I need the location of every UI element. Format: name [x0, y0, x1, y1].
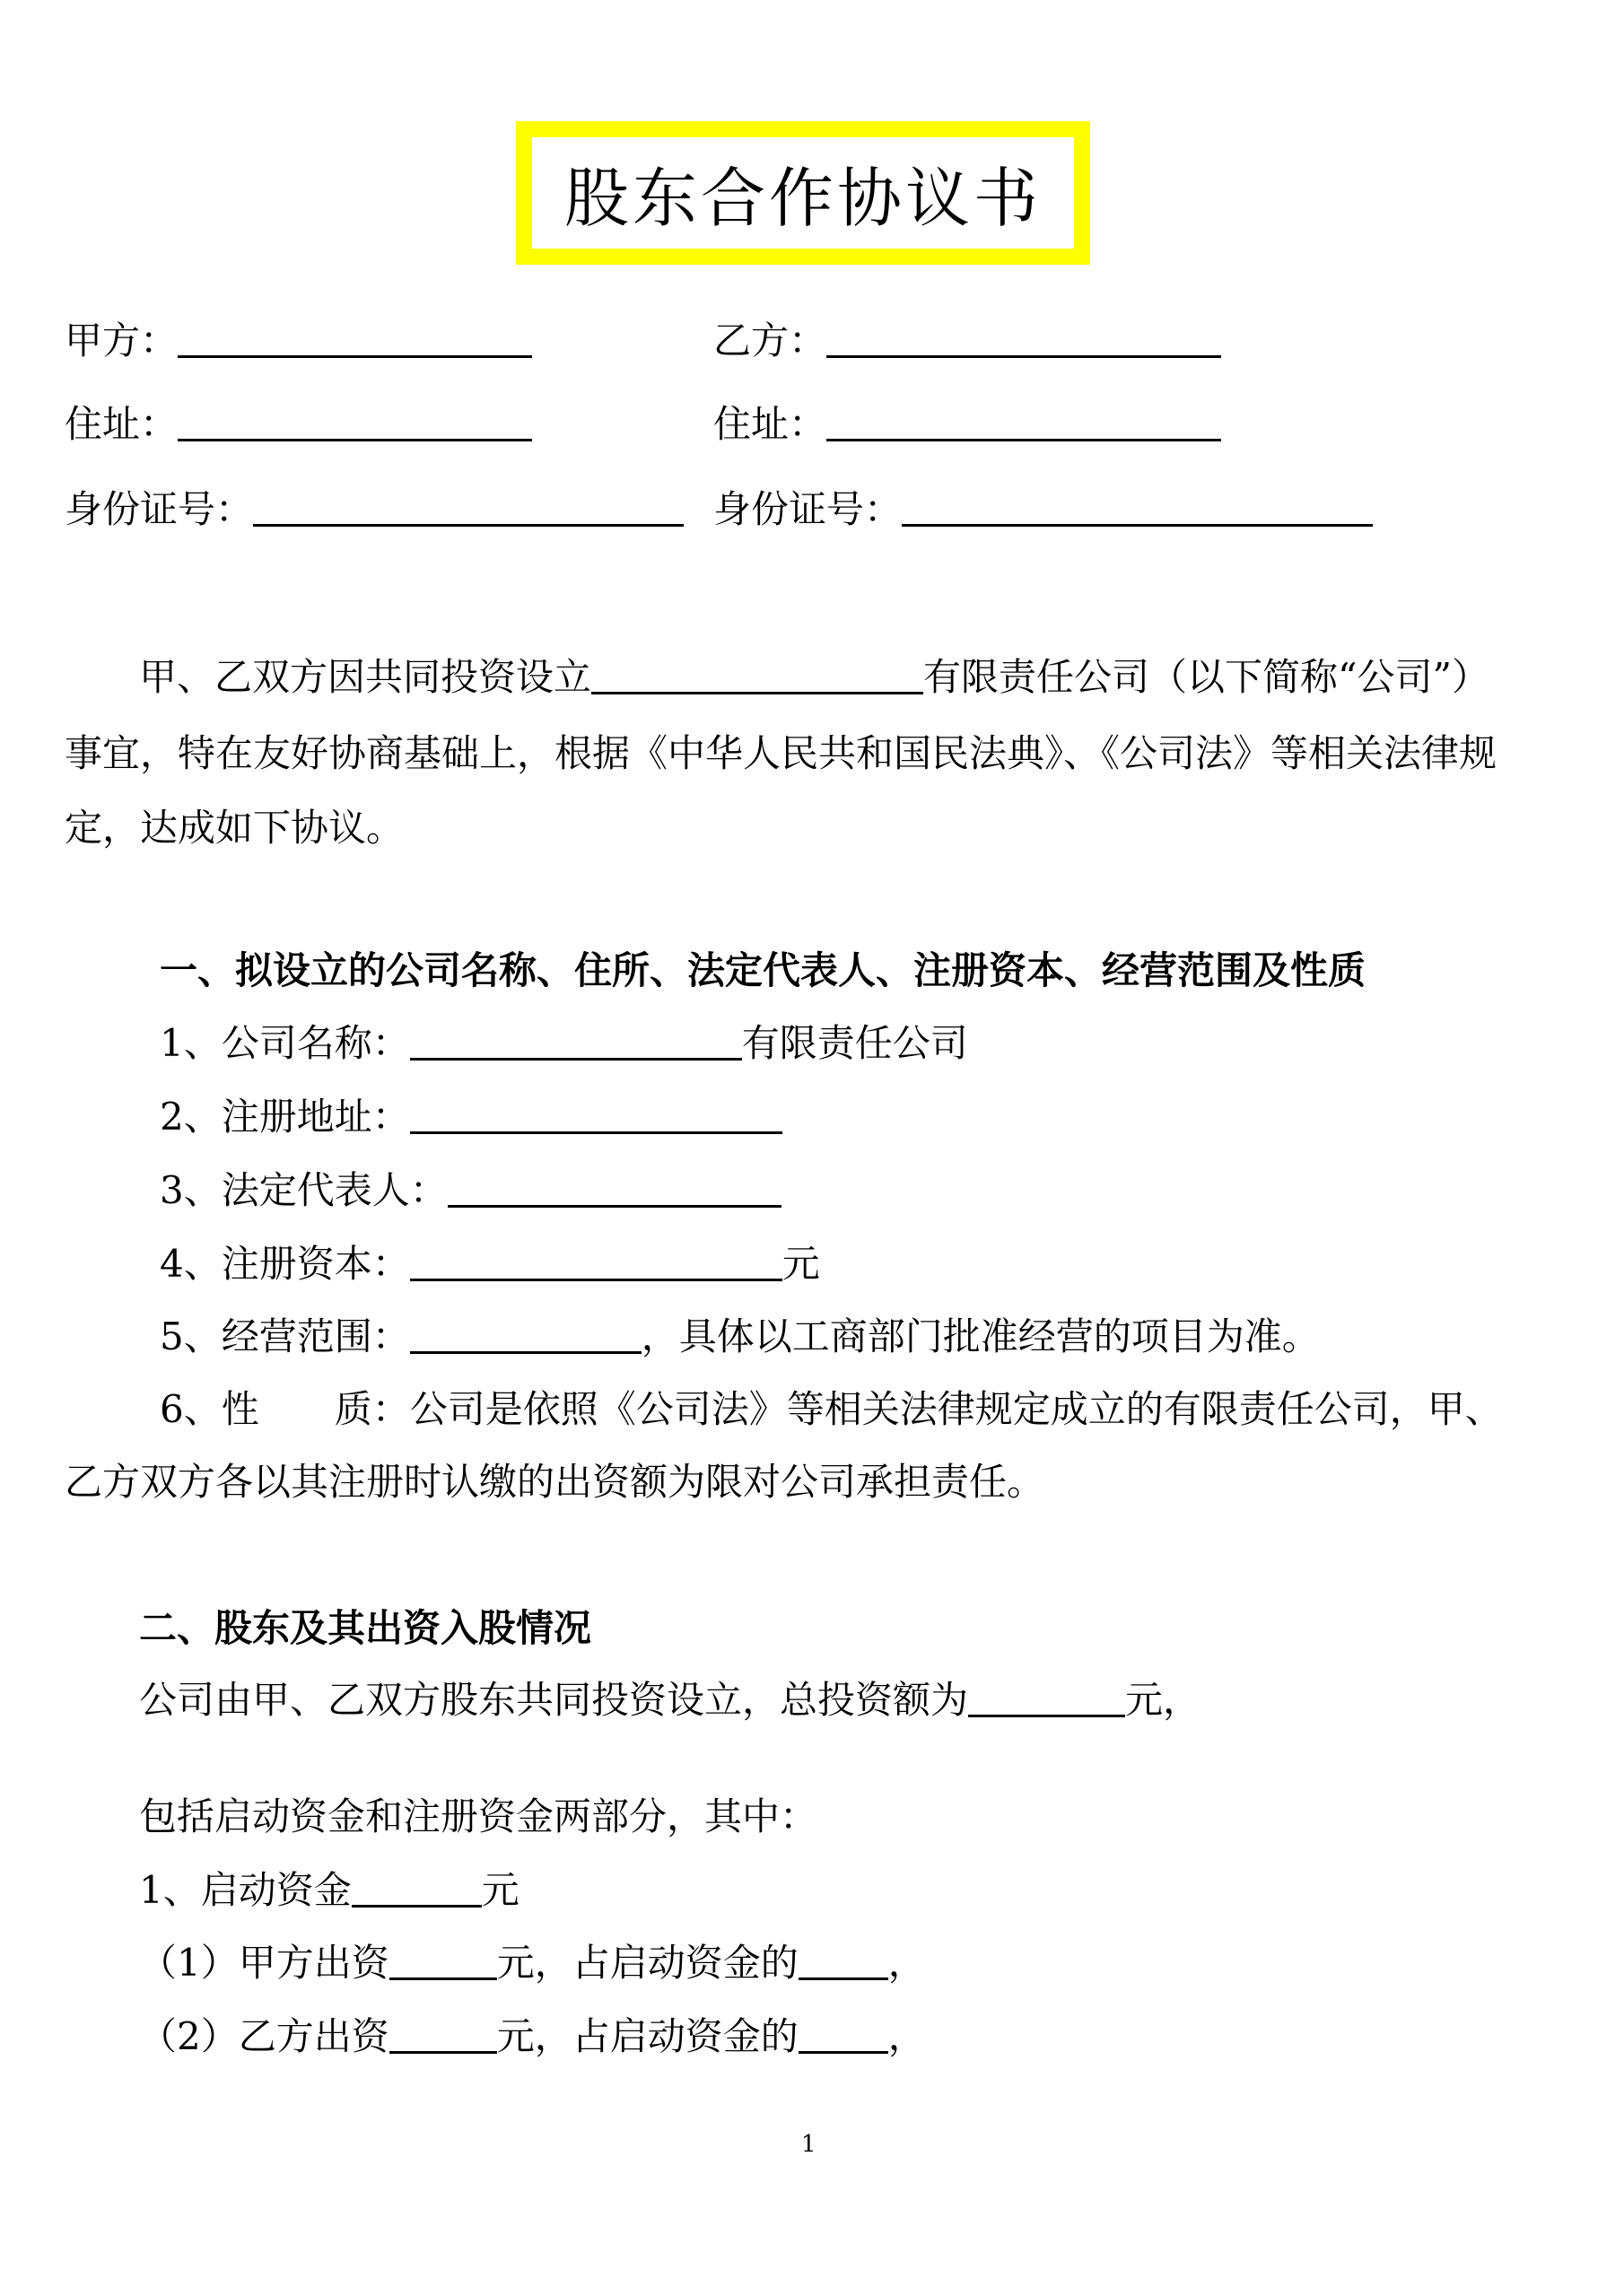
party-b-share-blank[interactable] [799, 2015, 888, 2054]
startup-capital-suffix: 元 [481, 1868, 520, 1912]
item-5-suffix: ，具体以工商部门批准经营的项目为准。 [641, 1314, 1320, 1358]
id-b-row [713, 487, 1373, 532]
item-4-label: 4、注册资本： [160, 1242, 410, 1286]
company-name-blank[interactable] [591, 656, 923, 694]
address-b-label: 住址： [713, 402, 827, 446]
page-number: 1 [801, 2131, 816, 2158]
section-1-item-2 [160, 1095, 782, 1139]
party-a-amount-blank[interactable] [389, 1942, 497, 1980]
party-b-contribution-row [139, 2014, 926, 2059]
party-a-blank[interactable] [178, 319, 532, 358]
item-5-blank[interactable] [410, 1315, 642, 1354]
intro-text-pre: 甲、乙双方因共同投资设立 [139, 655, 592, 699]
party-b-label: 乙方： [713, 319, 827, 362]
intro-line-2: 事宜，特在友好协商基础上，根据《中华人民共和国民法典》、《公司法》等相关法律规 [65, 731, 1497, 775]
party-b-contribution-label: （2）乙方出资 [139, 2014, 389, 2058]
party-b-row [713, 319, 1221, 363]
total-investment-label: 公司由甲、乙双方股东共同投资设立，总投资额为 [139, 1678, 969, 1722]
section-1-heading: 一、拟设立的公司名称、住所、法定代表人、注册资本、经营范围及性质 [160, 948, 1366, 992]
party-a-share-label: 元，占启动资金的 [496, 1941, 799, 1985]
item-3-label: 3、法定代表人： [160, 1168, 448, 1212]
includes-row: 包括启动资金和注册资金两部分，其中： [139, 1794, 818, 1838]
item-1-suffix: 有限责任公司 [741, 1021, 968, 1065]
intro-line-1 [139, 655, 1489, 700]
party-a-contribution-label: （1）甲方出资 [139, 1941, 389, 1985]
item-2-blank[interactable] [410, 1096, 782, 1134]
address-a-row [65, 402, 532, 447]
section-1-item-1 [160, 1021, 968, 1066]
item-1-label: 1、公司名称： [160, 1021, 410, 1065]
item-5-label: 5、经营范围： [160, 1314, 410, 1358]
total-investment-blank[interactable] [968, 1679, 1125, 1717]
address-a-blank[interactable] [178, 403, 532, 441]
item-1-blank[interactable] [410, 1022, 742, 1061]
item-4-suffix: 元 [781, 1242, 820, 1286]
party-b-blank[interactable] [826, 319, 1221, 358]
party-b-amount-blank[interactable] [389, 2015, 497, 2054]
intro-line-3: 定，达成如下协议。 [65, 806, 405, 850]
startup-capital-label: 1、启动资金 [139, 1868, 352, 1912]
section-1-item-3 [160, 1168, 781, 1213]
address-a-label: 住址： [65, 402, 179, 446]
id-a-row [65, 487, 684, 532]
total-investment-suffix: 元， [1125, 1678, 1201, 1722]
party-a-comma: ， [887, 1941, 926, 1985]
section-1-item-4 [160, 1242, 820, 1287]
item-3-blank[interactable] [448, 1169, 781, 1208]
id-b-label: 身份证号： [713, 487, 903, 531]
id-b-blank[interactable] [902, 488, 1373, 527]
intro-text-post: 有限责任公司（以下简称“公司”） [923, 655, 1489, 699]
item-4-blank[interactable] [410, 1243, 782, 1281]
section-1-item-5 [160, 1314, 1320, 1359]
party-a-share-blank[interactable] [799, 1942, 888, 1980]
party-a-contribution-row [139, 1941, 926, 1986]
party-b-comma: ， [887, 2014, 926, 2058]
total-investment-row [139, 1678, 1201, 1723]
party-b-share-label: 元，占启动资金的 [496, 2014, 799, 2058]
party-a-label: 甲方： [65, 319, 179, 362]
section-1-item-6-line-2: 乙方双方各以其注册时认缴的出资额为限对公司承担责任。 [65, 1460, 1045, 1504]
title-box [516, 121, 1090, 265]
startup-capital-blank[interactable] [352, 1869, 482, 1908]
address-b-row [713, 402, 1221, 447]
address-b-blank[interactable] [826, 403, 1221, 441]
id-a-blank[interactable] [253, 488, 684, 527]
section-2-heading: 二、股东及其出资入股情况 [139, 1606, 592, 1650]
item-2-label: 2、注册地址： [160, 1095, 410, 1139]
party-a-row [65, 319, 532, 363]
document-title: 股东合作协议书 [563, 161, 1042, 236]
id-a-label: 身份证号： [65, 487, 254, 531]
section-1-item-6-line-1: 6、性 质：公司是依照《公司法》等相关法律规定成立的有限责任公司，甲、 [160, 1387, 1503, 1431]
startup-capital-row [139, 1868, 520, 1913]
